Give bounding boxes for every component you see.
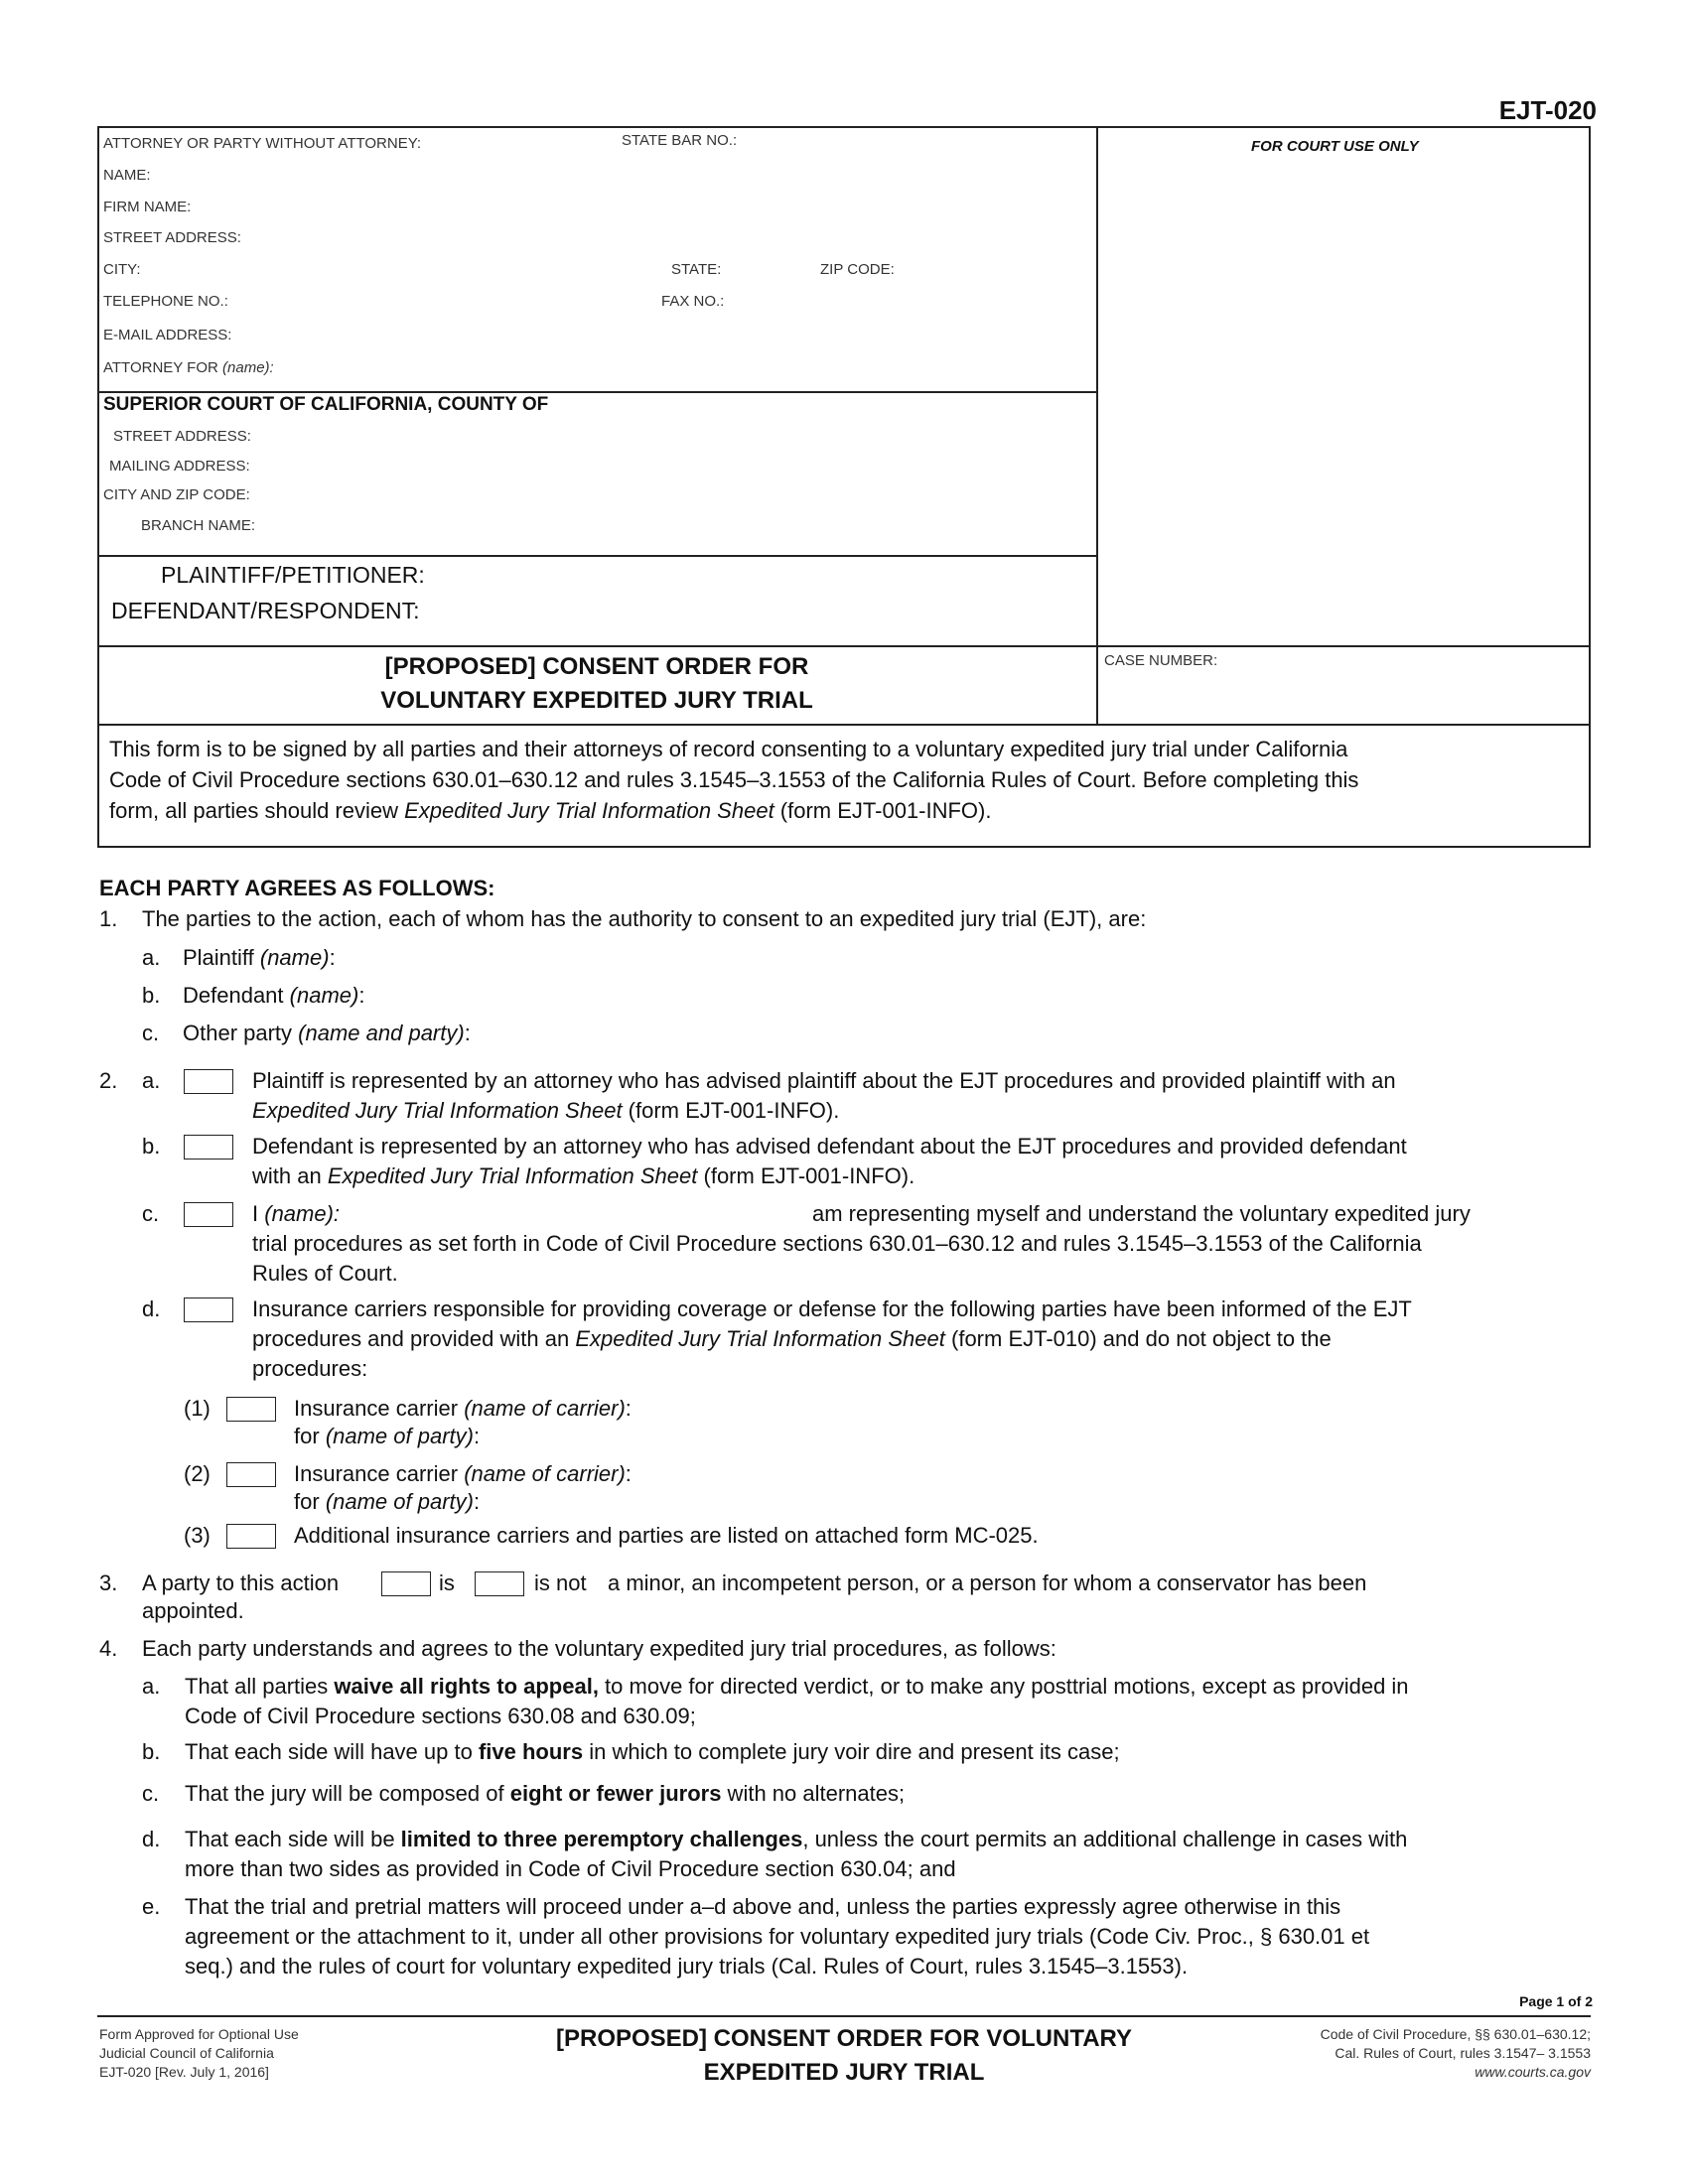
court-city-label: CITY AND ZIP CODE: bbox=[103, 486, 250, 503]
item2d-line3: procedures: bbox=[252, 1356, 368, 1381]
item2c-line3: Rules of Court. bbox=[252, 1261, 398, 1286]
email-label: E-MAIL ADDRESS: bbox=[103, 327, 232, 343]
item3-is-not: is not bbox=[534, 1570, 587, 1595]
footer-right-1: Code of Civil Procedure, §§ 630.01–630.12; bbox=[1320, 2026, 1591, 2042]
item2c-letter: c. bbox=[142, 1201, 160, 1226]
item2d-line2: procedures and provided with an Expedited Jury Trial Information Sheet (form EJT-010) and do not object to the bbox=[252, 1326, 1332, 1351]
firm-label: FIRM NAME: bbox=[103, 199, 192, 215]
checkbox-2a[interactable] bbox=[184, 1069, 233, 1094]
agreement-heading: EACH PARTY AGREES AS FOLLOWS: bbox=[99, 876, 495, 900]
item4a-line1: That all parties waive all rights to appeal, to move for directed verdict, or to make any posttrial motions, except as provided in bbox=[185, 1674, 1409, 1699]
item4d-line2: more than two sides as provided in Code of Civil Procedure section 630.04; and bbox=[185, 1856, 956, 1881]
intro-line1: This form is to be signed by all parties and their attorneys of record consenting to a voluntary expedited jury trial under California bbox=[109, 737, 1348, 761]
checkbox-2c[interactable] bbox=[184, 1202, 233, 1227]
footer-url-link[interactable]: www.courts.ca.gov bbox=[1475, 2064, 1591, 2080]
footer-right-2: Cal. Rules of Court, rules 3.1547– 3.1553 bbox=[1335, 2045, 1591, 2061]
item2d-line1: Insurance carriers responsible for providing coverage or defense for the following parties have been informed of the EJT bbox=[252, 1297, 1412, 1321]
court-use-label: FOR COURT USE ONLY bbox=[1251, 138, 1419, 155]
ins1-party: for (name of party): bbox=[294, 1424, 481, 1448]
ins1-number: (1) bbox=[184, 1396, 211, 1421]
item4e-line2: agreement or the attachment to it, under all other provisions for voluntary expedited jury trials (Code Civ. Proc., § 630.01 et bbox=[185, 1924, 1370, 1949]
item1c-letter: c. bbox=[142, 1021, 160, 1045]
checkbox-ins1[interactable] bbox=[226, 1397, 276, 1422]
court-use-divider bbox=[1096, 126, 1098, 726]
divider-parties bbox=[97, 555, 1096, 557]
fax-label: FAX NO.: bbox=[661, 293, 725, 310]
name-label: NAME: bbox=[103, 167, 151, 184]
ins1-carrier: Insurance carrier (name of carrier): bbox=[294, 1396, 632, 1421]
footer-left-2: Judicial Council of California bbox=[99, 2045, 274, 2061]
item2a-line2: Expedited Jury Trial Information Sheet (form EJT-001-INFO). bbox=[252, 1098, 840, 1123]
intro-line2: Code of Civil Procedure sections 630.01–630.12 and rules 3.1545–3.1553 of the California Rules of Court. Before completing this bbox=[109, 767, 1359, 792]
item2a-line1: Plaintiff is represented by an attorney who has advised plaintiff about the EJT procedures and provided plaintiff with an bbox=[252, 1068, 1396, 1093]
case-number-label: CASE NUMBER: bbox=[1104, 652, 1218, 669]
item3-is: is bbox=[439, 1570, 455, 1595]
checkbox-2d[interactable] bbox=[184, 1297, 233, 1322]
ins2-party: for (name of party): bbox=[294, 1489, 481, 1514]
checkbox-ins3[interactable] bbox=[226, 1524, 276, 1549]
item1-text: The parties to the action, each of whom has the authority to consent to an expedited jury trial (EJT), are: bbox=[142, 906, 1147, 931]
form-id: EJT-020 bbox=[1498, 95, 1597, 125]
footer-title-1: [PROPOSED] CONSENT ORDER FOR VOLUNTARY bbox=[555, 2025, 1133, 2052]
item3-text-c: appointed. bbox=[142, 1598, 244, 1623]
attorney-for-label: ATTORNEY FOR (name): bbox=[103, 359, 274, 376]
divider-title bbox=[97, 645, 1591, 647]
plaintiff-label: PLAINTIFF/PETITIONER: bbox=[161, 562, 425, 588]
footer-left-3: EJT-020 [Rev. July 1, 2016] bbox=[99, 2064, 269, 2080]
item1a-text: Plaintiff (name): bbox=[183, 945, 336, 970]
item2b-letter: b. bbox=[142, 1134, 161, 1159]
ins3-number: (3) bbox=[184, 1523, 211, 1548]
item4-text: Each party understands and agrees to the voluntary expedited jury trial procedures, as follows: bbox=[142, 1636, 1056, 1661]
footer-right bbox=[1321, 2025, 1591, 2082]
item4d-line1: That each side will be limited to three peremptory challenges, unless the court permits an additional challenge in cases with bbox=[185, 1827, 1408, 1851]
item4d-letter: d. bbox=[142, 1827, 161, 1851]
item2b-line2: with an Expedited Jury Trial Information Sheet (form EJT-001-INFO). bbox=[252, 1163, 915, 1188]
footer-left bbox=[99, 2025, 299, 2082]
court-title: SUPERIOR COURT OF CALIFORNIA, COUNTY OF bbox=[103, 394, 549, 415]
item2c-line2: trial procedures as set forth in Code of Civil Procedure sections 630.01–630.12 and rules 3.1545–3.1553 of the California bbox=[252, 1231, 1422, 1256]
footer-left-1: Form Approved for Optional Use bbox=[99, 2026, 299, 2042]
city-label: CITY: bbox=[103, 261, 141, 278]
item2c-i-name: I (name): bbox=[252, 1201, 341, 1226]
item4e-letter: e. bbox=[142, 1894, 161, 1919]
footer-title-2: EXPEDITED JURY TRIAL bbox=[703, 2059, 985, 2086]
item3-text-a: A party to this action bbox=[142, 1570, 340, 1595]
checkbox-is-not[interactable] bbox=[475, 1571, 524, 1596]
form-title-line1: [PROPOSED] CONSENT ORDER FOR bbox=[384, 653, 809, 680]
item3-text-b: a minor, an incompetent person, or a person for whom a conservator has been bbox=[608, 1570, 1367, 1595]
state-label: STATE: bbox=[671, 261, 722, 278]
street-label: STREET ADDRESS: bbox=[103, 229, 241, 246]
checkbox-2b[interactable] bbox=[184, 1135, 233, 1160]
item4c-letter: c. bbox=[142, 1781, 160, 1806]
item1c-text: Other party (name and party): bbox=[183, 1021, 471, 1045]
footer-rule bbox=[97, 2015, 1591, 2017]
item2b-line1: Defendant is represented by an attorney who has advised defendant about the EJT procedures and provided defendant bbox=[252, 1134, 1407, 1159]
ins2-carrier: Insurance carrier (name of carrier): bbox=[294, 1461, 632, 1486]
court-street-label: STREET ADDRESS: bbox=[113, 428, 251, 445]
item4a-letter: a. bbox=[142, 1674, 161, 1699]
item4e-line3: seq.) and the rules of court for voluntary expedited jury trials (Cal. Rules of Court, rules 3.1545–3.1553). bbox=[185, 1954, 1189, 1979]
item4c-text: That the jury will be composed of eight or fewer jurors with no alternates; bbox=[185, 1781, 906, 1806]
zip-label: ZIP CODE: bbox=[820, 261, 895, 278]
item4b-text: That each side will have up to five hours in which to complete jury voir dire and present its case; bbox=[185, 1739, 1120, 1764]
item4-number: 4. bbox=[99, 1636, 118, 1661]
divider-court bbox=[97, 391, 1096, 393]
item2a-letter: a. bbox=[142, 1068, 161, 1093]
checkbox-ins2[interactable] bbox=[226, 1462, 276, 1487]
item1b-text: Defendant (name): bbox=[183, 983, 365, 1008]
state-bar-label: STATE BAR NO.: bbox=[622, 132, 738, 149]
intro-line3: form, all parties should review Expedited Jury Trial Information Sheet (form EJT-001-INFO). bbox=[109, 798, 992, 823]
item1-number: 1. bbox=[99, 906, 118, 931]
phone-label: TELEPHONE NO.: bbox=[103, 293, 228, 310]
item1a-letter: a. bbox=[142, 945, 161, 970]
caption-frame bbox=[97, 126, 1591, 726]
defendant-label: DEFENDANT/RESPONDENT: bbox=[111, 598, 420, 623]
item2-number: 2. bbox=[99, 1068, 118, 1093]
form-title-line2: VOLUNTARY EXPEDITED JURY TRIAL bbox=[380, 687, 813, 714]
item1b-letter: b. bbox=[142, 983, 161, 1008]
item4a-line2: Code of Civil Procedure sections 630.08 and 630.09; bbox=[185, 1704, 696, 1728]
court-mailing-label: MAILING ADDRESS: bbox=[109, 458, 250, 475]
item2d-letter: d. bbox=[142, 1297, 161, 1321]
item2c-line1: am representing myself and understand the voluntary expedited jury bbox=[812, 1201, 1471, 1226]
item3-number: 3. bbox=[99, 1570, 118, 1595]
checkbox-is[interactable] bbox=[381, 1571, 431, 1596]
attorney-label: ATTORNEY OR PARTY WITHOUT ATTORNEY: bbox=[103, 135, 422, 152]
item4e-line1: That the trial and pretrial matters will proceed under a–d above and, unless the parties expressly agree otherwise in this bbox=[185, 1894, 1341, 1919]
court-branch-label: BRANCH NAME: bbox=[141, 517, 256, 534]
item4b-letter: b. bbox=[142, 1739, 161, 1764]
page-number: Page 1 of 2 bbox=[1519, 1993, 1593, 2009]
ins3-text: Additional insurance carriers and parties are listed on attached form MC-025. bbox=[294, 1523, 1039, 1548]
ins2-number: (2) bbox=[184, 1461, 211, 1486]
